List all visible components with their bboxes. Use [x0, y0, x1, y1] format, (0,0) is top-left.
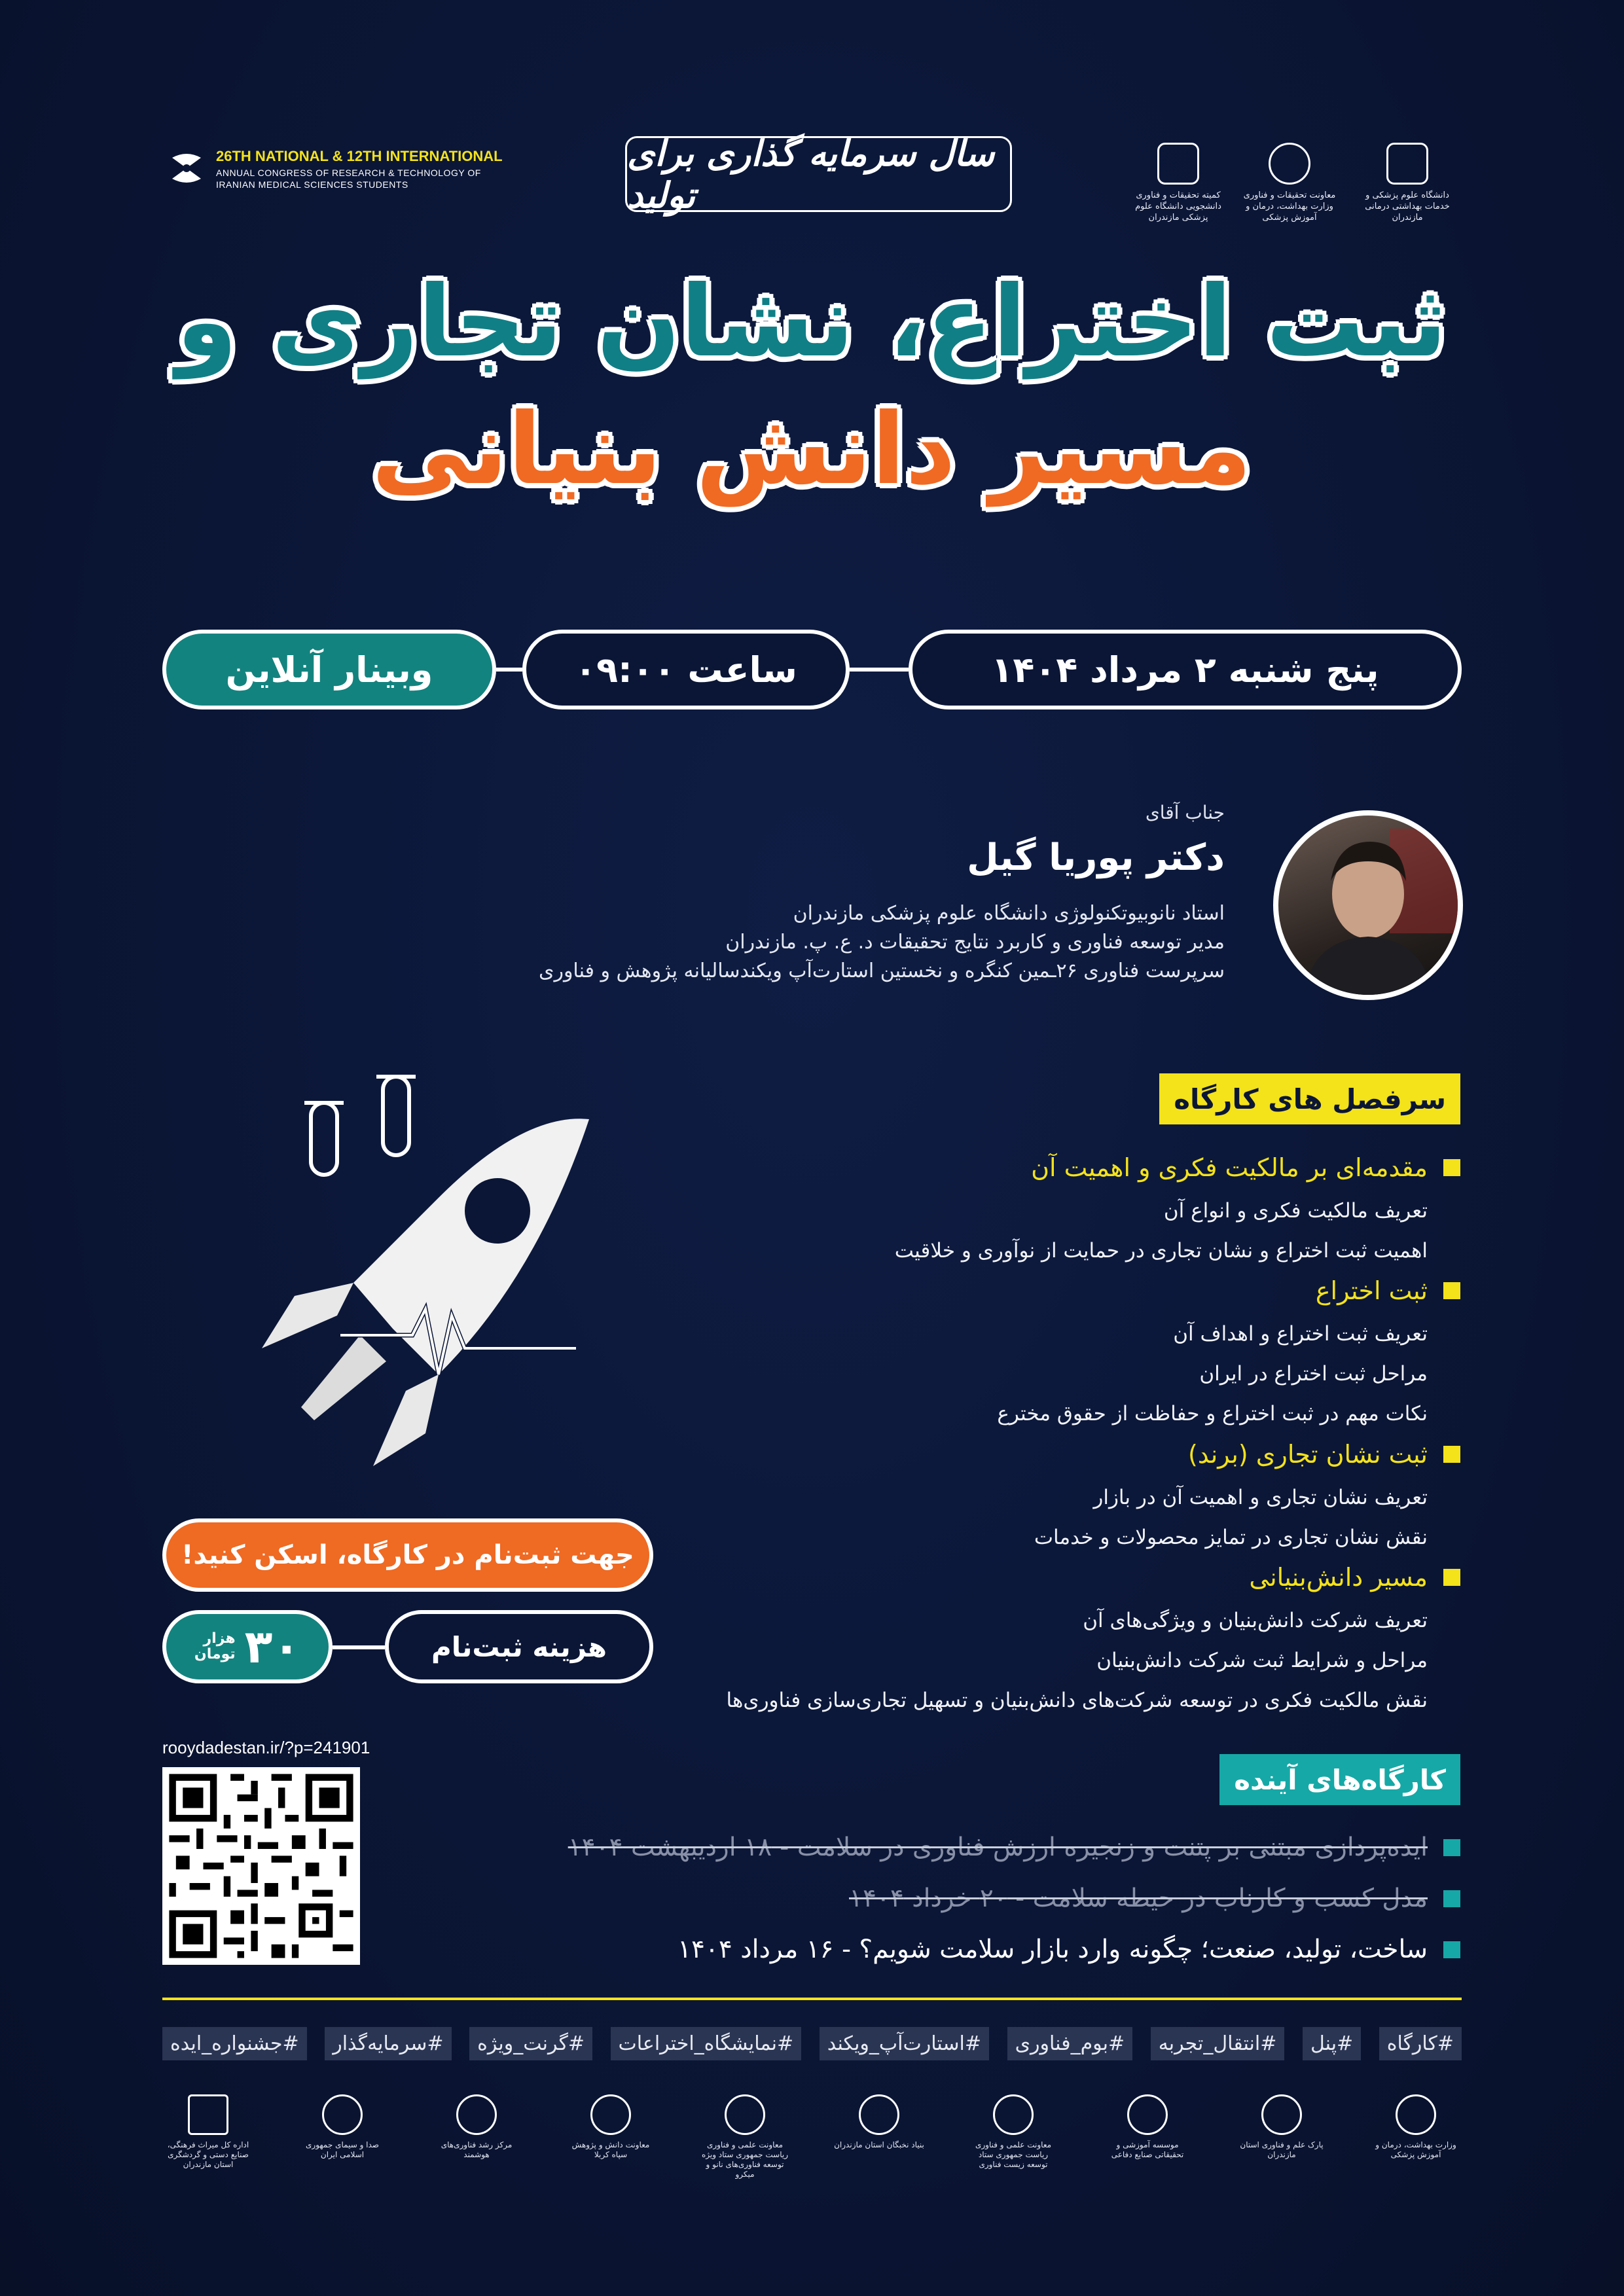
register-url[interactable]: rooydadestan.ir/?p=241901 [162, 1738, 370, 1757]
speaker-bio-line: مدیر توسعه فناوری و کاربرد نتایج تحقیقات د. ع. پ. مازندران [725, 931, 1225, 954]
topic-section: مقدمه‌ای بر مالکیت فکری و اهمیت آن [1031, 1153, 1460, 1182]
sponsor-logo: صدا و سیمای جمهوری اسلامی ایران [297, 2094, 388, 2179]
future-item-upcoming: ساخت، تولید، صنعت؛ چگونه وارد بازار سلامت شویم؟ - ۱۶ مرداد ۱۴۰۴ [677, 1935, 1460, 1964]
topic-section: ثبت نشان تجاری (برند) [1188, 1440, 1460, 1469]
title-line-1: ثبت اختراع، نشان تجاری و [176, 265, 1447, 379]
sponsor-logo: معاونت علمی و فناوری ریاست جمهوری ستاد ویژه توسعه فناوری‌های نانو و میکرو [699, 2094, 791, 2179]
fee-badge [162, 1610, 333, 1683]
speaker-bio-line: سرپرست فناوری ۲۶ـمین کنگره و نخستین استارت‌آپ ویکندسالیانه پژوهش و فناوری [538, 960, 1225, 982]
emblem-icon [1396, 2094, 1436, 2135]
topic-item: تعریف نشان تجاری و اهمیت آن در بازار [1093, 1486, 1428, 1509]
congress-title: 26TH NATIONAL & 12TH INTERNATIONAL [216, 148, 503, 164]
student-research-icon [1157, 143, 1199, 185]
fee-unit: تومان [194, 1646, 236, 1662]
topic-item: تعریف ثبت اختراع و اهداف آن [1173, 1322, 1428, 1346]
ministry-research-icon [1269, 143, 1310, 185]
bullet-icon [1443, 1890, 1460, 1907]
bullet-icon [1443, 1446, 1460, 1463]
university-icon [1386, 143, 1428, 185]
bullet-icon [1443, 1569, 1460, 1586]
topic-item: اهمیت ثبت اختراع و نشان تجاری در حمایت از نوآوری و خلاقیت [894, 1239, 1428, 1263]
fee-unit: هزار [203, 1630, 236, 1647]
webinar-pill: وبینار آنلاین [162, 630, 496, 709]
header-logo-2: معاونت تحقیقات و فناوری وزارت بهداشت، درمان و آموزش پزشکی [1237, 143, 1342, 223]
topic-section: ثبت اختراع [1316, 1276, 1460, 1305]
header-logo-3: دانشگاه علوم پزشکی و خدمات بهداشتی درمانی مازندران [1355, 143, 1460, 223]
date-pill: پنج شنبه ۲ مرداد ۱۴۰۴ [909, 630, 1462, 709]
congress-mark-icon [167, 149, 206, 188]
header-logo-1: کمیته تحقیقات و فناوری دانشجویی دانشگاه علوم پزشکی مازندران [1126, 143, 1231, 223]
sponsor-logos [162, 2094, 1462, 2179]
hashtag: #نمایشگاه_اختراعات [611, 2027, 802, 2060]
fee-label: هزینه ثبت‌نام [385, 1610, 653, 1683]
hashtag-list [162, 2027, 1462, 2060]
bullet-icon [1443, 1282, 1460, 1299]
research-deputy-icon [590, 2094, 631, 2135]
bullet-icon [1443, 1941, 1460, 1958]
hashtag: #پنل [1303, 2027, 1361, 2060]
future-heading: کارگاه‌های آینده [1219, 1754, 1460, 1805]
hashtag: #کارگاه [1379, 2027, 1462, 2060]
topic-item: نقش مالکیت فکری در توسعه شرکت‌های دانش‌بنیان و تسهیل تجاری‌سازی فناوری‌ها [726, 1689, 1428, 1712]
congress-subtitle: ANNUAL CONGRESS OF RESEARCH & TECHNOLOGY OF [216, 168, 481, 178]
congress-subtitle-2: IRANIAN MEDICAL SCIENCES STUDENTS [216, 179, 408, 190]
sponsor-logo: بنیاد نخبگان استان مازندران [833, 2094, 925, 2179]
bullet-icon [1443, 1159, 1460, 1176]
science-park-icon [1261, 2094, 1302, 2135]
heritage-icon [188, 2094, 228, 2135]
topic-item: مراحل ثبت اختراع در ایران [1199, 1362, 1428, 1386]
future-item-past: مدل کسب و کارناب در حیطه سلامت - ۲۰ خرداد ۱۴۰۴ [849, 1884, 1460, 1913]
topic-item: تعریف شرکت دانش‌بنیان و ویژگی‌های آن [1083, 1609, 1428, 1632]
hashtag: #گرنت_ویژه [469, 2027, 592, 2060]
topic-item: تعریف مالکیت فکری و انواع آن [1163, 1199, 1428, 1223]
hashtag: #سرمایه‌گذار [325, 2027, 451, 2060]
bullet-icon [1443, 1839, 1460, 1856]
speaker-name: دکتر پوریا گیل [967, 836, 1225, 879]
sponsor-logo: معاونت دانش و پژوهش سپاه کربلا [565, 2094, 657, 2179]
sponsor-logo: موسسه آموزشی و تحقیقاتی صنایع دفاعی [1102, 2094, 1193, 2179]
speaker-photo [1273, 810, 1463, 1000]
topic-section: مسیر دانش‌بنیانی [1249, 1563, 1460, 1592]
nano-icon [725, 2094, 765, 2135]
topic-item: مراحل و شرایط ثبت شرکت دانش‌بنیان [1096, 1649, 1428, 1672]
elites-foundation-icon [859, 2094, 899, 2135]
rocket-illustration [223, 1067, 615, 1486]
hashtag: #جشنواره_ایده [162, 2027, 307, 2060]
defense-institute-icon [1127, 2094, 1168, 2135]
topics-heading: سرفصل های کارگاه [1159, 1073, 1460, 1124]
topic-item: نقش نشان تجاری در تمایز محصولات و خدمات [1034, 1526, 1428, 1549]
register-cta: جهت ثبت‌نام در کارگاه، اسکن کنید! [162, 1518, 653, 1592]
title-line-2: مسیر دانش بنیانی [371, 393, 1252, 507]
topic-item: نکات مهم در ثبت اختراع و حفاظت از حقوق مخترع [997, 1402, 1428, 1426]
pill-connector [333, 1645, 385, 1649]
sponsor-logo: مرکز رشد فناوری‌های هوشمند [431, 2094, 522, 2179]
sponsor-logo: وزارت بهداشت، درمان و آموزش پزشکی [1370, 2094, 1462, 2179]
incubator-icon [456, 2094, 497, 2135]
speaker-bio-line: استاد نانوبیوتکنولوژی دانشگاه علوم پزشکی مازندران [793, 902, 1225, 925]
congress-logo [167, 145, 507, 198]
future-item-past: ایده‌پردازی مبتنی بر پتنت و زنجیره ارزش فناوری در سلامت - ۱۸ اردیبهشت ۱۴۰۴ [568, 1833, 1460, 1862]
year-slogan: سال سرمایه گذاری برای تولید [625, 136, 1012, 212]
pill-connector [496, 668, 522, 672]
sponsor-logo: پارک علم و فناوری استان مازندران [1236, 2094, 1327, 2179]
time-pill: ساعت ۰۹:۰۰ [522, 630, 850, 709]
broadcasting-icon [322, 2094, 363, 2135]
fee-amount: ۳۰ [244, 1620, 301, 1674]
qr-code[interactable] [162, 1767, 360, 1965]
sponsor-logo: معاونت علمی و فناوری ریاست جمهوری ستاد توسعه زیست فناوری [967, 2094, 1059, 2179]
hashtag: #استارت‌آپ_ویکند [820, 2027, 989, 2060]
hashtag: #بوم_فناوری [1007, 2027, 1133, 2060]
pill-connector [850, 668, 909, 672]
speaker-prefix: جناب آقای [1145, 802, 1225, 823]
footer-divider [162, 1998, 1462, 2000]
sponsor-logo: اداره کل میراث فرهنگی، صنایع دستی و گردشگری استان مازندران [162, 2094, 254, 2179]
hashtag: #انتقال_تجربه [1151, 2027, 1285, 2060]
test-tube-icon [304, 1077, 416, 1175]
biotech-icon [993, 2094, 1034, 2135]
